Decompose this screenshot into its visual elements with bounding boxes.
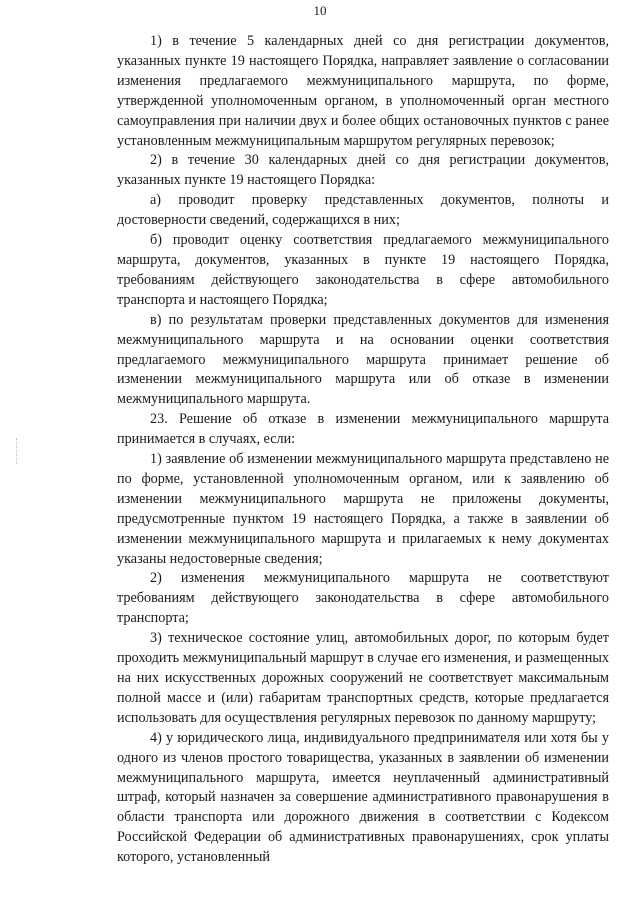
scan-margin-mark: [16, 438, 18, 464]
paragraph-23-2: 2) изменения межмуниципального маршрута не соответствуют требованиям действующего законодательства в сфере автомобильного транспорта;: [117, 570, 609, 627]
paragraph-23-3: 3) техническое состояние улиц, автомобильных дорог, по которым будет проходить межмуниципальный маршрут в случае его изменения, и размещенных на них искусственных дорожных сооружений не соответствует максимальным полной массе и (или) габаритам транспортных средств, которые предлагается использовать для осуществления регулярных перевозок по данному маршруту;: [117, 630, 609, 726]
paragraph-2a: а) проводит проверку представленных документов, полноты и достоверности сведений, содержащихся в них;: [117, 192, 609, 229]
paragraph-23-4: 4) у юридического лица, индивидуального предпринимателя или хотя бы у одного из членов простого товарищества, указанных в заявлении об изменении межмуниципального маршрута, имеется неуплаченный административный штраф, который назначен за совершение административного правонарушения в области транспорта или дорожного движения в соответствии с Кодексом Российской Федерации об административных правонарушениях, срок уплаты которого, установленный: [117, 729, 609, 866]
document-body: [117, 32, 609, 868]
paragraph-23-1: 1) заявление об изменении межмуниципального маршрута представлено не по форме, установленной уполномоченным органом, или к заявлению об изменении межмуниципального маршрута не приложены документы, предусмотренные пунктом 19 настоящего Порядка, а также в заявлении об изменении межмуниципального маршрута и прилагаемых к нему документах указаны недостоверные сведения;: [117, 451, 609, 567]
paragraph-1-2: 2) в течение 30 календарных дней со дня регистрации документов, указанных пункте 19 настоящего Порядка:: [117, 152, 609, 189]
page-number: 10: [313, 3, 327, 18]
paragraph-1-1: 1) в течение 5 календарных дней со дня регистрации документов, указанных пункте 19 настоящего Порядка, направляет заявление о согласовании изменения предлагаемого межмуниципального маршрута, по форме, утвержденной уполномоченным органом, в уполномоченный орган местного самоуправления при наличии двух и более общих остановочных пунктов с ранее установленным межмуниципальным маршрутом регулярных перевозок;: [117, 33, 609, 149]
paragraph-2b: б) проводит оценку соответствия предлагаемого межмуниципального маршрута, документов, указанных в пункте 19 настоящего Порядка, требованиям действующего законодательства в сфере автомобильного транспорта и настоящего Порядка;: [117, 232, 609, 308]
paragraph-23: 23. Решение об отказе в изменении межмуниципального маршрута принимается в случаях, если:: [117, 411, 609, 448]
paragraph-2v: в) по результатам проверки представленных документов для изменения межмуниципального маршрута и на основании оценки соответствия предлагаемого межмуниципального маршрута принимает решение об изменении межмуниципального маршрута или об отказе в изменении межмуниципального маршрута.: [117, 311, 609, 408]
